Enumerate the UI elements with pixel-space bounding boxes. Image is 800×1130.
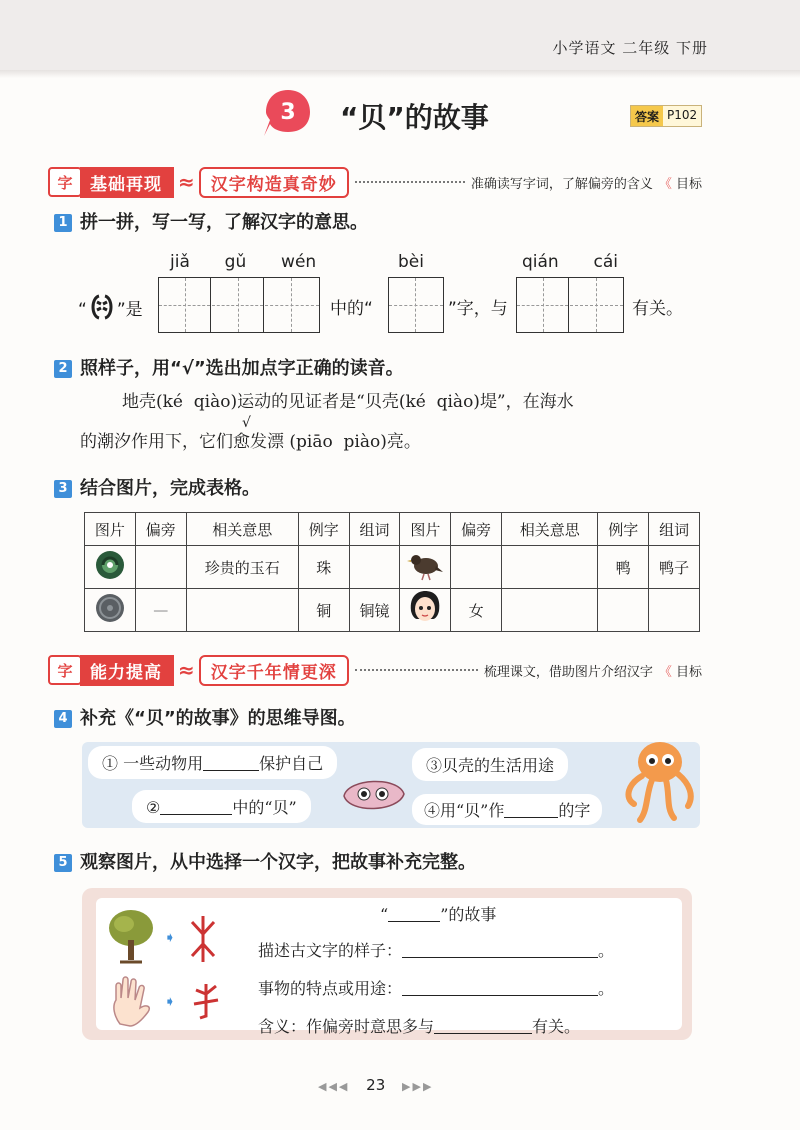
header-cell: 组词 xyxy=(349,513,400,546)
table-header-row xyxy=(85,513,700,546)
header-cell: 图片 xyxy=(400,513,451,546)
table-cell: 铜 xyxy=(298,589,349,632)
story-line-1: 描述古文字的样子： 。 xyxy=(258,941,615,960)
section-subtitle: 汉字千年情更深 xyxy=(199,655,349,686)
header-shadow xyxy=(0,70,800,78)
section-title: 能力提高 xyxy=(80,655,174,686)
table-cell-input[interactable] xyxy=(502,589,598,632)
lesson-number-badge xyxy=(262,86,314,138)
divider xyxy=(355,181,465,183)
question-number: 4 xyxy=(54,710,72,728)
story-line-2: 事物的特点或用途： 。 xyxy=(258,979,615,998)
mirror-icon xyxy=(93,591,127,625)
table-cell-input[interactable] xyxy=(451,546,502,589)
header-cell: 相关意思 xyxy=(502,513,598,546)
book-icon: 字 xyxy=(48,655,82,685)
answer-label: 答案 xyxy=(631,106,663,126)
table-cell: 铜镜 xyxy=(349,589,400,632)
arrow-icon: ➧ xyxy=(164,930,176,946)
question-number: 3 xyxy=(54,480,72,498)
story-title-blank[interactable] xyxy=(388,921,440,922)
wave-icon: ≈ xyxy=(178,170,195,194)
table-cell-input[interactable] xyxy=(349,546,400,589)
jade-icon xyxy=(93,548,127,582)
q2-line-1: 地壳(ké qiào)运动的见证者是“贝壳(ké qiào)堤”，在海水 xyxy=(122,392,574,412)
mind-node-4: ④用“贝”作 的字 xyxy=(412,794,602,825)
header-cell: 偏旁 xyxy=(135,513,186,546)
mind-node-3: ③贝壳的生活用途 xyxy=(412,748,568,781)
glyph-label: “ ”是 xyxy=(78,294,143,320)
left-arrows-icon: ◀◀◀ xyxy=(318,1080,350,1093)
answer-grid-jiaguwen[interactable] xyxy=(158,277,320,333)
header-cell: 偏旁 xyxy=(451,513,502,546)
pinyin-qiancai: qián cái xyxy=(522,252,619,272)
header-cell: 组词 xyxy=(649,513,700,546)
blank-input[interactable] xyxy=(402,995,598,996)
answer-grid-bei[interactable] xyxy=(388,277,444,333)
table-cell: 女 xyxy=(451,589,502,632)
mind-node-2: ② 中的“贝” xyxy=(132,790,311,823)
shell-icon xyxy=(338,772,410,816)
ancient-shou-glyph-icon xyxy=(190,980,222,1020)
jade-pendant-image xyxy=(85,546,136,589)
blank-input[interactable] xyxy=(203,770,259,771)
mid-text: 中的“ xyxy=(330,299,373,319)
question-5-title: 5 观察图片，从中选择一个汉字，把故事补充完整。 xyxy=(54,848,476,874)
octopus-icon xyxy=(618,734,698,826)
blank-input[interactable] xyxy=(160,814,232,815)
lesson-title: “贝”的故事 xyxy=(340,101,489,134)
question-4-title: 4 补充《“贝”的故事》的思维导图。 xyxy=(54,704,356,730)
table-cell: 珠 xyxy=(298,546,349,589)
blank-input[interactable] xyxy=(402,957,598,958)
mind-node-1: ① 一些动物用 保护自己 xyxy=(88,746,337,779)
divider xyxy=(355,669,478,671)
table-row xyxy=(85,546,700,589)
answer-page: P102 xyxy=(667,108,698,122)
bird-image xyxy=(400,546,451,589)
ancient-mu-glyph-icon xyxy=(188,914,218,964)
blank-input[interactable] xyxy=(504,817,558,818)
question-3-title: 3 结合图片，完成表格。 xyxy=(54,474,260,500)
arrow-icon: ➧ xyxy=(164,994,176,1010)
table-cell-input[interactable] xyxy=(135,546,186,589)
book-icon: 字 xyxy=(48,167,82,197)
header-cell: 图片 xyxy=(85,513,136,546)
question-number: 2 xyxy=(54,360,72,378)
story-title: “ ”的故事 xyxy=(380,905,497,924)
girl-image xyxy=(400,589,451,632)
header-cell: 相关意思 xyxy=(186,513,298,546)
header-band xyxy=(0,0,800,70)
table-cell: — xyxy=(135,589,186,632)
answer-reference xyxy=(630,105,702,127)
mind-map xyxy=(82,742,700,828)
page-number: ◀◀◀ 23 ▶▶▶ xyxy=(318,1076,434,1094)
right-arrows-icon: ▶▶▶ xyxy=(402,1080,434,1093)
section-banner-basics xyxy=(48,168,702,196)
section-goal: 准确读写字词，了解偏旁的含义 xyxy=(470,176,653,192)
pinyin-bei: bèi xyxy=(398,252,424,272)
table-cell-input[interactable] xyxy=(186,589,298,632)
table-cell: 鸭 xyxy=(598,546,649,589)
bronze-mirror-image xyxy=(85,589,136,632)
book-info: 小学语文 二年级 下册 xyxy=(552,39,708,57)
girl-face-icon xyxy=(407,589,443,627)
header-cell: 例字 xyxy=(598,513,649,546)
table-cell-input[interactable] xyxy=(502,546,598,589)
bird-icon xyxy=(406,548,444,582)
after-mid-text: ”字，与 xyxy=(448,299,508,319)
sample-check-mark: √ xyxy=(242,415,251,431)
answer-grid-qiancai[interactable] xyxy=(516,277,624,333)
oracle-bei-glyph-icon xyxy=(87,294,117,320)
story-line-3: 含义：作偏旁时意思多与 有关。 xyxy=(258,1017,581,1036)
question-number: 1 xyxy=(54,214,72,232)
question-1-title: 1 拼一拼，写一写，了解汉字的意思。 xyxy=(54,208,368,234)
lesson-number: 3 xyxy=(280,100,296,125)
wave-icon: ≈ xyxy=(178,658,195,682)
table-cell-input[interactable] xyxy=(649,589,700,632)
goal-tag: 《 目标 xyxy=(658,176,702,192)
goal-tag: 《 目标 xyxy=(658,664,702,680)
table-cell-input[interactable] xyxy=(598,589,649,632)
tree-icon xyxy=(104,906,158,966)
section-goal: 梳理课文，借助图片介绍汉字 xyxy=(483,664,653,680)
q2-line-2: 的潮汐作用下，它们愈发漂 (piāo piào)亮。 xyxy=(80,432,421,452)
end-text: 有关。 xyxy=(632,299,683,319)
radical-table xyxy=(84,512,700,632)
section-banner-advanced xyxy=(48,656,702,684)
question-2-title: 2 照样子，用“√”选出加点字正确的读音。 xyxy=(54,354,404,380)
pinyin-jiaguwen: jiǎ gǔ wén xyxy=(170,252,317,272)
section-subtitle: 汉字构造真奇妙 xyxy=(199,167,349,198)
blank-input[interactable] xyxy=(434,1033,532,1034)
section-title: 基础再现 xyxy=(80,167,174,198)
table-row xyxy=(85,589,700,632)
question-number: 5 xyxy=(54,854,72,872)
hand-icon xyxy=(106,976,158,1028)
header-cell: 例字 xyxy=(298,513,349,546)
table-cell: 珍贵的玉石 xyxy=(186,546,298,589)
table-cell: 鸭子 xyxy=(649,546,700,589)
